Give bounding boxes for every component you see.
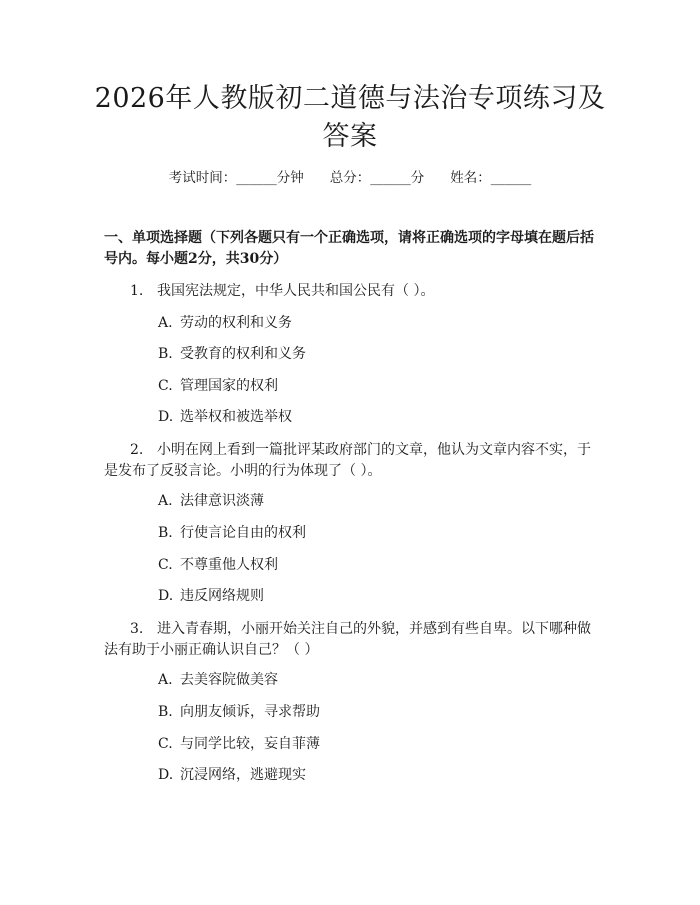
question-3-option-a [158, 670, 598, 690]
document-title: 2026年人教版初二道德与法治专项练习及答案 [94, 83, 606, 152]
question-1-option-a [158, 313, 598, 333]
option-text: 沉浸网络，逃避现实 [180, 767, 306, 783]
question-3-option-d [158, 765, 598, 785]
option-letter: B. [158, 525, 173, 541]
option-letter: A. [158, 315, 173, 331]
section-heading: 一、单项选择题（下列各题只有一个正确选项，请将正确选项的字母填在题后括号内。每小题2分，共30分） [104, 230, 594, 267]
question-stem: 进入青春期，小丽开始关注自己的外貌，并感到有些自卑。以下哪种做法有助于小丽正确认识自己？（ ） [104, 621, 591, 658]
question-1-option-c [158, 376, 598, 396]
option-letter: D. [158, 409, 174, 425]
option-text: 去美容院做美容 [180, 672, 278, 688]
exam-score-field: 总分：______分 [329, 170, 425, 186]
exam-time-field: 考试时间：______分钟 [168, 170, 304, 186]
option-letter: C. [158, 736, 173, 752]
option-text: 法律意识淡薄 [180, 493, 264, 509]
option-text: 管理国家的权利 [180, 378, 278, 394]
option-text: 与同学比较，妄自菲薄 [180, 736, 320, 752]
option-text: 选举权和被选举权 [180, 409, 292, 425]
exam-info-line [0, 168, 700, 188]
option-text: 违反网络规则 [180, 588, 264, 604]
option-letter: C. [158, 557, 173, 573]
option-letter: B. [158, 704, 173, 720]
question-2-option-a [158, 491, 598, 511]
question-1-option-d [158, 407, 598, 427]
question-number: 3. [130, 621, 144, 637]
question-1-option-b [158, 344, 598, 364]
question-2-option-b [158, 523, 598, 543]
option-text: 向朋友倾诉，寻求帮助 [180, 704, 320, 720]
option-letter: D. [158, 588, 174, 604]
question-2-option-d [158, 586, 598, 606]
question-2 [104, 440, 604, 482]
option-text: 劳动的权利和义务 [180, 315, 292, 331]
exam-name-field: 姓名：______ [450, 170, 532, 186]
question-3-option-b [158, 702, 598, 722]
option-text: 受教育的权利和义务 [180, 346, 306, 362]
question-stem: 我国宪法规定，中华人民共和国公民有（ ）。 [157, 283, 435, 299]
question-number: 1. [130, 283, 144, 299]
option-letter: C. [158, 378, 173, 394]
option-text: 行使言论自由的权利 [180, 525, 306, 541]
option-letter: D. [158, 767, 174, 783]
option-text: 不尊重他人权利 [180, 557, 278, 573]
question-3 [104, 619, 604, 661]
option-letter: B. [158, 346, 173, 362]
question-stem: 小明在网上看到一篇批评某政府部门的文章，他认为文章内容不实，于是发布了反驳言论。小明的行为体现了（ ）。 [104, 442, 591, 479]
question-2-option-c [158, 555, 598, 575]
question-3-option-c [158, 734, 598, 754]
option-letter: A. [158, 493, 173, 509]
option-letter: A. [158, 672, 173, 688]
question-1 [104, 281, 604, 302]
question-number: 2. [130, 442, 144, 458]
